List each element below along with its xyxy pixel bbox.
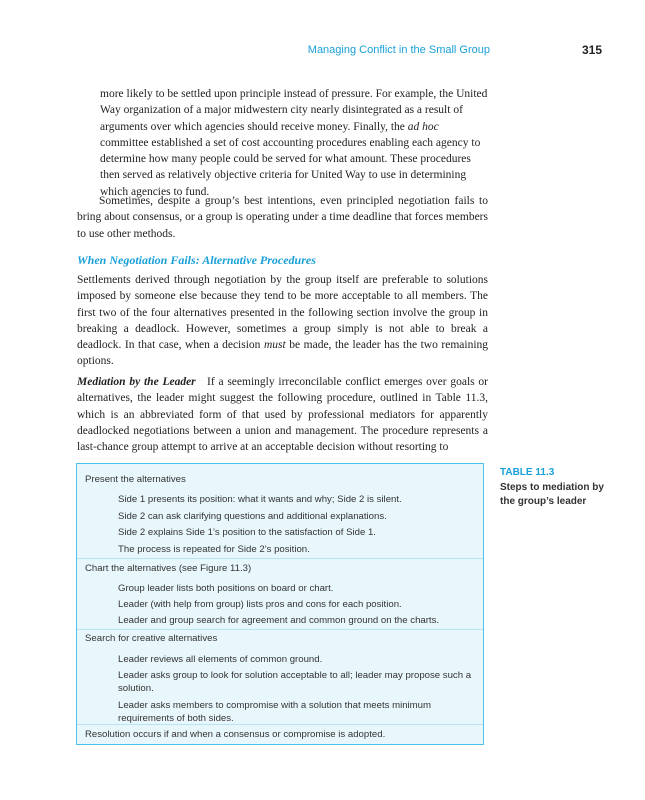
paragraph-sometimes: Sometimes, despite a group’s best intentions, even principled negotiation fails to bring about consensus, or a group is operating under a time deadline that forces members to use other methods.	[77, 195, 488, 240]
paragraph-mediation	[77, 374, 488, 455]
table-divider	[77, 558, 483, 559]
section-heading: When Negotiation Fails: Alternative Procedures	[77, 253, 316, 267]
table-section-heading: Search for creative alternatives	[85, 633, 218, 644]
settlements-text-part-1: Settlements derived through negotiation by the group itself are preferable to solutions imposed by someone else because they tend to be more acceptable to all members. The first two of the four alternatives presented in the following section involve the group in breaking a deadlock. However, sometimes a group simply is not able to break a deadlock. In that case, when a decision	[77, 274, 488, 352]
settlements-emphasis: must	[263, 339, 286, 352]
table-caption: Steps to mediation by the group’s leader	[500, 482, 604, 507]
paragraph-settlements	[77, 272, 488, 370]
table-step-item: The process is repeated for Side 2’s position.	[118, 544, 310, 555]
run-in-heading: Mediation by the Leader	[77, 376, 196, 388]
running-header-title: Managing Conflict in the Small Group	[307, 44, 490, 56]
table-step-item: Side 2 can ask clarifying questions and additional explanations.	[118, 511, 387, 522]
quote-emphasis: ad hoc	[407, 120, 439, 133]
table-step-item: Leader asks group to look for solution acceptable to all; leader may propose such a solution.	[118, 670, 472, 694]
quote-paragraph	[100, 86, 488, 200]
table-step-item: Side 2 explains Side 1’s position to the satisfaction of Side 1.	[118, 527, 376, 538]
mediation-steps-table	[76, 463, 484, 745]
table-step-item: Leader asks members to compromise with a solution that meets minimum requirements of both sides.	[118, 700, 431, 724]
mediation-text: If a seemingly irreconcilable conflict emerges over goals or alternatives, the leader might suggest the following procedure, outlined in Table 11.3, which is an abbreviated form of that used by professional mediators for apparently deadlocked negotiations between a union and management. The procedure represents a last-chance group attempt to arrive at an acceptable decision without resorting to	[77, 376, 488, 454]
table-step-item: Group leader lists both positions on board or chart.	[118, 583, 334, 594]
table-step-item: Leader and group search for agreement and common ground on the charts.	[118, 615, 440, 626]
table-step-item: Side 1 presents its position: what it wants and why; Side 2 is silent.	[118, 494, 402, 505]
table-divider	[77, 629, 483, 630]
quote-text-part-2: committee established a set of cost accounting procedures enabling each agency to determine how many people could be served for what amount. These procedures then served as relatively objective criteria for United Way to use in determining which agencies to fund.	[100, 136, 481, 198]
table-section-heading: Chart the alternatives (see Figure 11.3)	[85, 563, 252, 574]
quote-text-part-1: more likely to be settled upon principle instead of pressure. For example, the United Way organization of a major midwestern city nearly disintegrated as a result of arguments over which agencies should receive money. Finally, the	[100, 88, 488, 133]
settlements-text-part-2: be made, the leader has the two remaining options.	[77, 339, 489, 368]
page-number: 315	[581, 43, 602, 57]
table-label: TABLE 11.3	[500, 467, 555, 478]
table-divider	[77, 724, 483, 725]
table-section-heading: Resolution occurs if and when a consensus or compromise is adopted.	[85, 729, 386, 740]
table-step-item: Leader reviews all elements of common ground.	[118, 654, 323, 665]
table-section-heading: Present the alternatives	[85, 474, 186, 485]
table-step-item: Leader (with help from group) lists pros and cons for each position.	[118, 599, 402, 610]
